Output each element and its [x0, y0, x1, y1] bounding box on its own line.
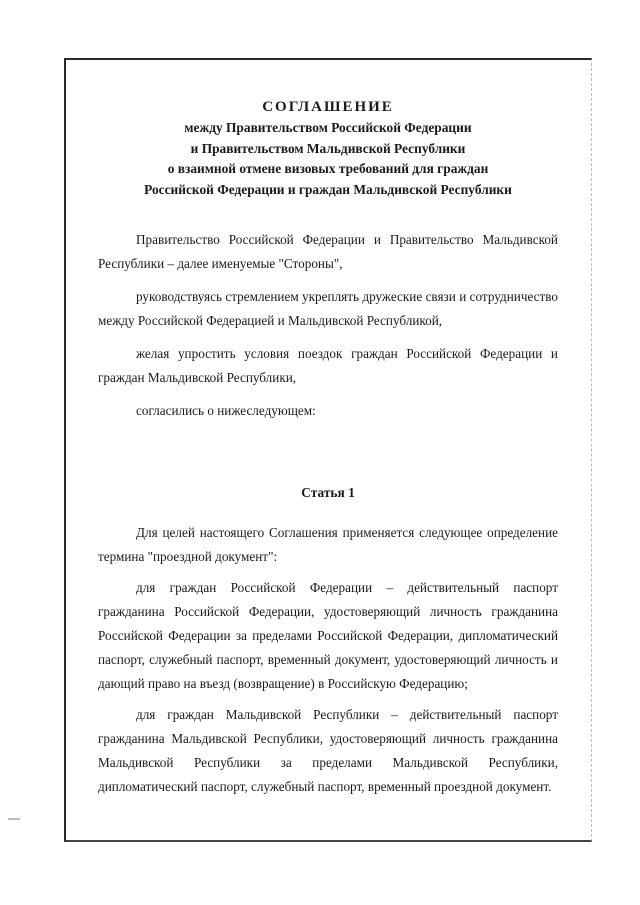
subtitle-line: о взаимной отмене визовых требований для граждан [167, 161, 489, 176]
subtitle-line: между Правительством Российской Федерации [184, 120, 472, 135]
preamble-paragraph: Правительство Российской Федерации и Правительство Мальдивской Республики – далее именуемые "Стороны", [98, 232, 558, 271]
preamble-paragraph: руководствуясь стремлением укреплять дружеские связи и сотрудничество между Российской Федерацией и Мальдивской Республикой, [98, 289, 558, 328]
article-paragraph: Для целей настоящего Соглашения применяется следующее определение термина "проездной документ": [98, 525, 558, 564]
article-body [98, 521, 558, 799]
article-heading: Статья 1 [301, 485, 355, 500]
preamble-paragraph: согласились о нижеследующем: [136, 403, 316, 418]
scan-artifact [8, 818, 20, 820]
preamble-paragraph: желая упростить условия поездок граждан Российской Федерации и граждан Мальдивской Республики, [98, 346, 558, 385]
subtitle-line: Российской Федерации и граждан Мальдивской Республики [144, 181, 512, 197]
preamble [98, 228, 558, 423]
article-paragraph: для граждан Мальдивской Республики – действительный паспорт гражданина Мальдивской Республики, удостоверяющий личность гражданина Мальдивской Республики за пределами Мальдивской Республики, дипломатический паспорт, служебный паспорт, временный проездной документ. [98, 707, 558, 794]
article-paragraph: для граждан Российской Федерации – действительный паспорт гражданина Российской Федерации, удостоверяющий личность гражданина Российской Федерации за пределами Российской Федерации, дипломатический паспорт, служебный паспорт, временный документ, удостоверяющий личность и дающий право на въезд (возвращение) в Российскую Федерацию; [98, 580, 558, 691]
subtitle-line: и Правительством Мальдивской Республики [190, 140, 466, 156]
document-title: СОГЛАШЕНИЕ [262, 99, 394, 115]
document-page [98, 88, 558, 799]
document-header [98, 96, 558, 200]
